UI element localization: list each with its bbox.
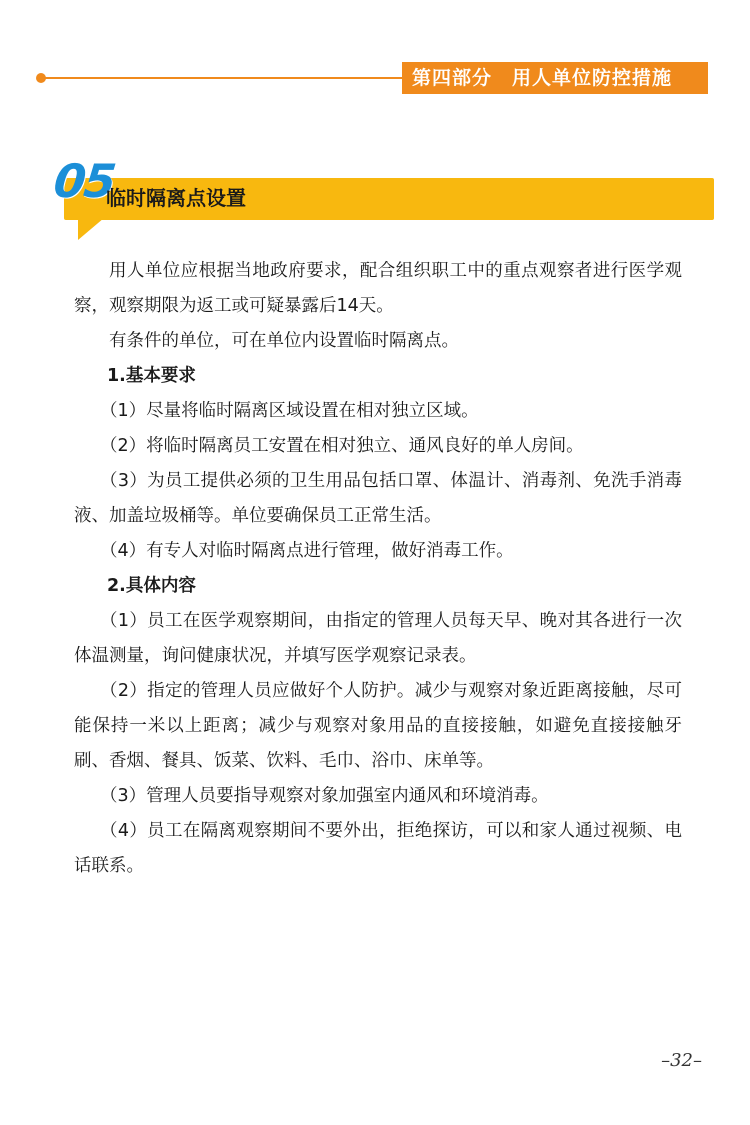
list-item: （2）将临时隔离员工安置在相对独立、通风良好的单人房间。 (100, 436, 584, 456)
intro-paragraph-1: 用人单位应根据当地政府要求，配合组织职工中的重点观察者进行医学观察，观察期限为返工或可疑暴露后14天。 (74, 261, 682, 316)
chapter-number: 05 (51, 154, 117, 208)
section-tab-label: 第四部分 用人单位防控措施 (412, 67, 673, 89)
list-item: （1）员工在医学观察期间，由指定的管理人员每天早、晚对其各进行一次体温测量，询问健康状况，并填写医学观察记录表。 (74, 611, 682, 666)
section-heading-1: 1.基本要求 (107, 366, 196, 386)
list-item: （2）指定的管理人员应做好个人防护。减少与观察对象近距离接触，尽可能保持一米以上距离；减少与观察对象用品的直接接触，如避免直接接触牙刷、香烟、餐具、饭菜、饮料、毛巾、浴巾、床单等。 (74, 681, 682, 771)
header-rule (44, 77, 444, 79)
list-item: （3）为员工提供必须的卫生用品包括口罩、体温计、消毒剂、免洗手消毒液、加盖垃圾桶等。单位要确保员工正常生活。 (74, 471, 682, 526)
list-item: （1）尽量将临时隔离区域设置在相对独立区域。 (100, 401, 479, 421)
chapter-title: 临时隔离点设置 (106, 186, 246, 210)
section-heading-2: 2.具体内容 (107, 576, 196, 596)
section-tab (402, 62, 708, 94)
body-text (74, 254, 682, 884)
list-item: （4）员工在隔离观察期间不要外出，拒绝探访，可以和家人通过视频、电话联系。 (74, 821, 682, 876)
page-number: –32– (661, 1050, 702, 1071)
intro-paragraph-2: 有条件的单位，可在单位内设置临时隔离点。 (109, 331, 459, 351)
banner-tail (78, 218, 104, 240)
list-item: （3）管理人员要指导观察对象加强室内通风和环境消毒。 (100, 786, 549, 806)
list-item: （4）有专人对临时隔离点进行管理，做好消毒工作。 (100, 541, 514, 561)
